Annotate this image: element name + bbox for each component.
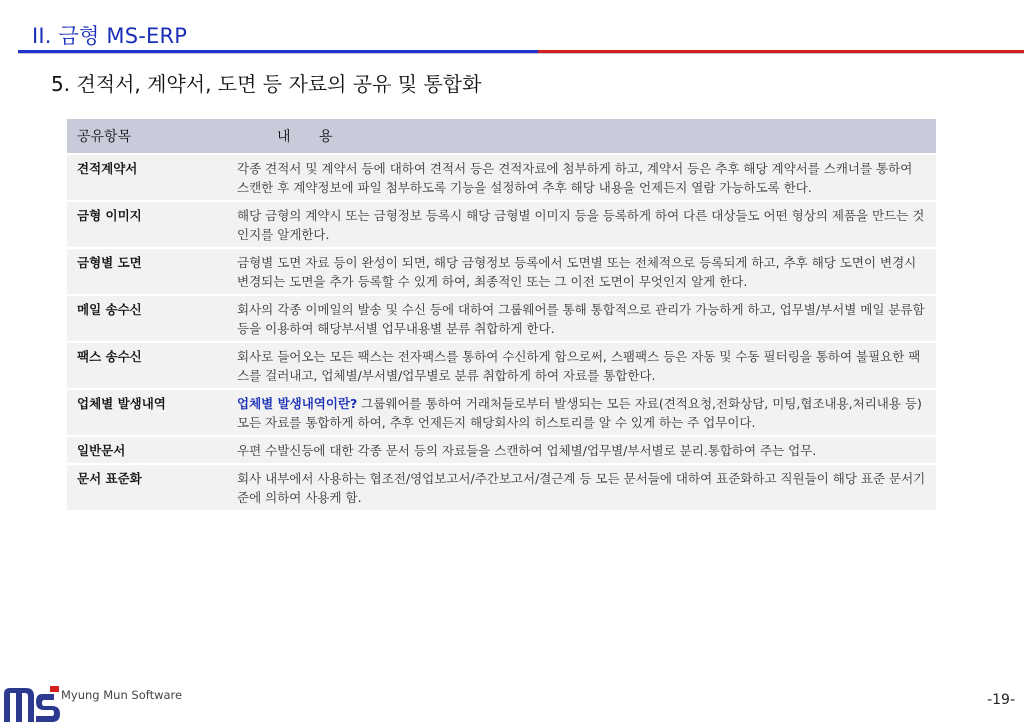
row-key: 금형별 도면 (67, 249, 227, 294)
page-number: -19- (987, 692, 1015, 708)
row-value: 회사의 각종 이메일의 발송 및 수신 등에 대하여 그룹웨어를 통해 통합적으로 관리가 가능하게 하고, 업무별/부서별 메일 분류함 등을 이용하여 해당부서별 업무내용별 분류 취합하게 한다. (227, 296, 936, 341)
sharing-items-table (67, 117, 936, 512)
row-key: 일반문서 (67, 437, 227, 463)
brand-name: Myung Mun Software (61, 688, 183, 702)
row-value-text: 그룹웨어를 통하여 거래처들로부터 발생되는 모든 자료(견적요청,전화상담, 미팅,협조내용,처리내용 등) 모든 자료를 통합하게 하여, 추후 언제든지 해당회사의 히스토리를 알 수 있게 하는 주 업무이다. (237, 396, 922, 430)
row-key: 문서 표준화 (67, 465, 227, 510)
highlight-term: 업체별 발생내역이란? (237, 396, 358, 411)
row-key: 금형 이미지 (67, 202, 227, 247)
header-rule-thin (18, 53, 1024, 54)
column-header-content: 내 용 (227, 119, 936, 153)
column-header-item: 공유항목 (67, 119, 227, 153)
row-key: 견적계약서 (67, 155, 227, 200)
row-value: 회사로 들어오는 모든 팩스는 전자팩스를 통하여 수신하게 함으로써, 스팸팩스 등은 자동 및 수동 필터링을 통하여 불필요한 팩스를 걸러내고, 업체별/부서별/업무별로 분류 취합하게 하여 자료를 통합한다. (227, 343, 936, 388)
table-row (67, 155, 936, 200)
page-title: 5. 견적서, 계약서, 도면 등 자료의 공유 및 통합화 (51, 72, 482, 96)
row-value (227, 390, 936, 435)
row-key: 팩스 송수신 (67, 343, 227, 388)
row-key: 업체별 발생내역 (67, 390, 227, 435)
table-row (67, 343, 936, 388)
table-row (67, 296, 936, 341)
table-header-row (67, 119, 936, 153)
table-row (67, 465, 936, 510)
row-value: 우편 수발신등에 대한 각종 문서 등의 자료들을 스캔하여 업체별/업무별/부서별로 분리.통합하여 주는 업무. (227, 437, 936, 463)
row-value: 금형별 도면 자료 등이 완성이 되면, 해당 금형정보 등록에서 도면별 또는 전체적으로 등록되게 하고, 추후 해당 도면이 변경시 변경되는 도면을 추가 등록할 수 있게 하여, 최종적인 또는 그 이전 도면이 무엇인지 알게 한다. (227, 249, 936, 294)
row-value: 해당 금형의 계약시 또는 금형정보 등록시 해당 금형별 이미지 등을 등록하게 하여 다른 대상들도 어떤 형상의 제품을 만드는 것인지를 알게한다. (227, 202, 936, 247)
row-value: 각종 견적서 및 계약서 등에 대하여 견적서 등은 견적자료에 첨부하게 하고, 계약서 등은 추후 해당 계약서를 스캐너를 통하여 스캔한 후 계약정보에 파일 첨부하도록 기능을 설정하여 추후 해당 내용을 언제든지 열람 가능하도록 한다. (227, 155, 936, 200)
table-row (67, 202, 936, 247)
table-row (67, 437, 936, 463)
table-row (67, 390, 936, 435)
row-key: 메일 송수신 (67, 296, 227, 341)
table-row (67, 249, 936, 294)
company-logo (4, 684, 64, 724)
section-title: II. 금형 MS-ERP (32, 24, 188, 48)
row-value: 회사 내부에서 사용하는 협조전/영업보고서/주간보고서/결근계 등 모든 문서들에 대하여 표준화하고 직원들이 해당 표준 문서기준에 의하여 사용케 함. (227, 465, 936, 510)
